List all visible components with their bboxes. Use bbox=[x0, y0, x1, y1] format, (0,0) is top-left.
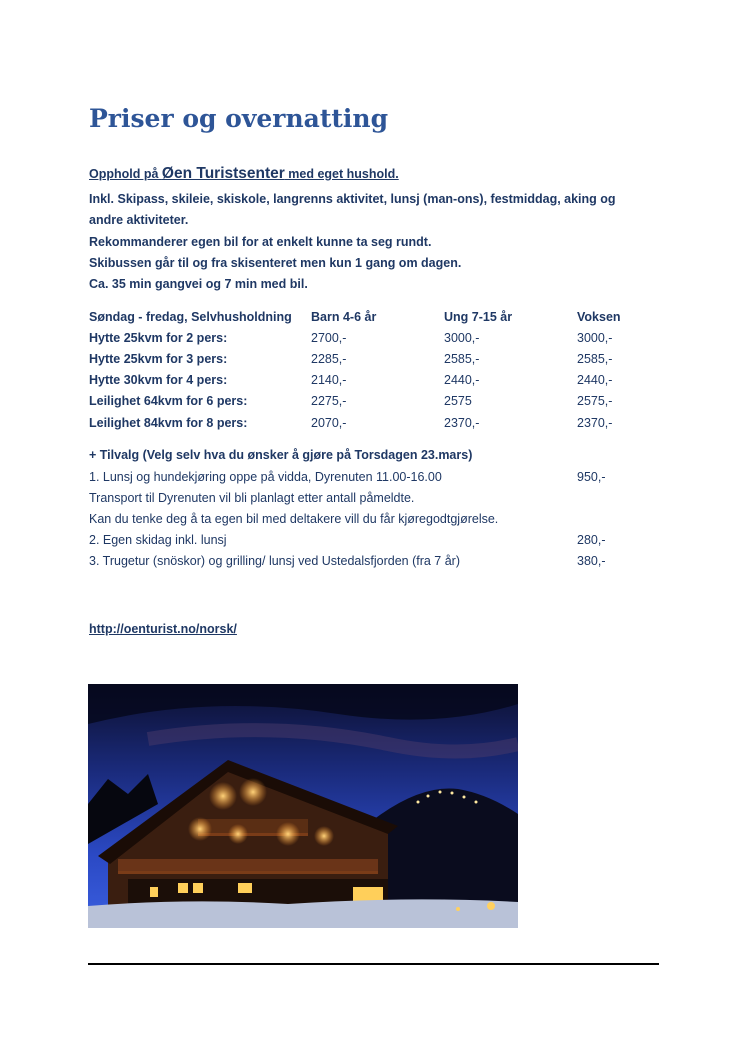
price-cell: 2440,- bbox=[444, 373, 480, 388]
column-header: Ung 7-15 år bbox=[444, 309, 513, 324]
price-cell: 2070,- bbox=[311, 415, 347, 430]
website-link[interactable]: http://oenturist.no/norsk/ bbox=[89, 622, 237, 636]
extra-price: 380,- bbox=[577, 554, 606, 568]
page-title: Priser og overnatting bbox=[89, 104, 389, 133]
price-cell: 2370,- bbox=[577, 415, 613, 430]
table-row bbox=[89, 348, 637, 369]
resort-name: Øen Turistsenter bbox=[161, 165, 285, 182]
extra-item: 2. Egen skidag inkl. lunsj bbox=[89, 533, 227, 547]
price-cell: 2575 bbox=[444, 394, 472, 409]
column-header: Søndag - fredag, Selvhusholdning bbox=[89, 309, 292, 324]
price-cell: 2575,- bbox=[577, 394, 613, 409]
price-cell: 2140,- bbox=[311, 373, 347, 388]
accommodation-cell: Hytte 30kvm for 4 pers: bbox=[89, 373, 228, 388]
intro-line: andre aktiviteter. bbox=[89, 213, 189, 227]
table-row bbox=[89, 370, 637, 391]
extra-item: 3. Trugetur (snöskor) og grilling/ lunsj ved Ustedalsfjorden (fra 7 år) bbox=[89, 554, 460, 568]
price-cell: 2275,- bbox=[311, 394, 347, 409]
intro-line: Ca. 35 min gangvei og 7 min med bil. bbox=[89, 277, 308, 291]
table-row bbox=[89, 412, 637, 433]
extras-heading: + Tilvalg (Velg selv hva du ønsker å gjøre på Torsdagen 23.mars) bbox=[89, 448, 473, 462]
price-cell: 2370,- bbox=[444, 415, 480, 430]
intro-line: Skibussen går til og fra skisenteret men kun 1 gang om dagen. bbox=[89, 256, 462, 270]
price-cell: 2440,- bbox=[577, 373, 613, 388]
price-cell: 2285,- bbox=[311, 351, 347, 366]
extra-price: 950,- bbox=[577, 470, 606, 484]
intro-suffix: med eget hushold. bbox=[284, 167, 399, 181]
price-cell: 2585,- bbox=[444, 351, 480, 366]
intro-line: Rekommanderer egen bil for at enkelt kunne ta seg rundt. bbox=[89, 235, 432, 249]
intro-line: Inkl. Skipass, skileie, skiskole, langrenns aktivitet, lunsj (man-ons), festmiddag, aking og bbox=[89, 192, 616, 206]
accommodation-cell: Hytte 25kvm for 3 pers: bbox=[89, 351, 228, 366]
extra-note: Kan du tenke deg å ta egen bil med deltakere vill du får kjøregodtgjørelse. bbox=[89, 512, 499, 526]
extra-note: Transport til Dyrenuten vil bli planlagt etter antall påmeldte. bbox=[89, 491, 415, 505]
accommodation-cell: Leilighet 64kvm for 6 pers: bbox=[89, 394, 248, 409]
accommodation-cell: Leilighet 84kvm for 8 pers: bbox=[89, 415, 248, 430]
price-cell: 2700,- bbox=[311, 330, 347, 345]
intro-heading bbox=[89, 166, 399, 182]
price-table bbox=[89, 306, 637, 433]
accommodation-cell: Hytte 25kvm for 2 pers: bbox=[89, 330, 228, 345]
horizontal-divider bbox=[88, 963, 659, 965]
column-header: Voksen bbox=[577, 309, 621, 324]
lodge-night-photo bbox=[88, 684, 518, 928]
table-header-row bbox=[89, 306, 637, 327]
column-header: Barn 4-6 år bbox=[311, 309, 377, 324]
table-row bbox=[89, 327, 637, 348]
intro-prefix: Opphold på bbox=[89, 167, 162, 181]
extra-price: 280,- bbox=[577, 533, 606, 547]
price-cell: 2585,- bbox=[577, 351, 613, 366]
price-cell: 3000,- bbox=[444, 330, 480, 345]
extra-item: 1. Lunsj og hundekjøring oppe på vidda, Dyrenuten 11.00-16.00 bbox=[89, 470, 442, 484]
price-cell: 3000,- bbox=[577, 330, 613, 345]
table-row bbox=[89, 391, 637, 412]
